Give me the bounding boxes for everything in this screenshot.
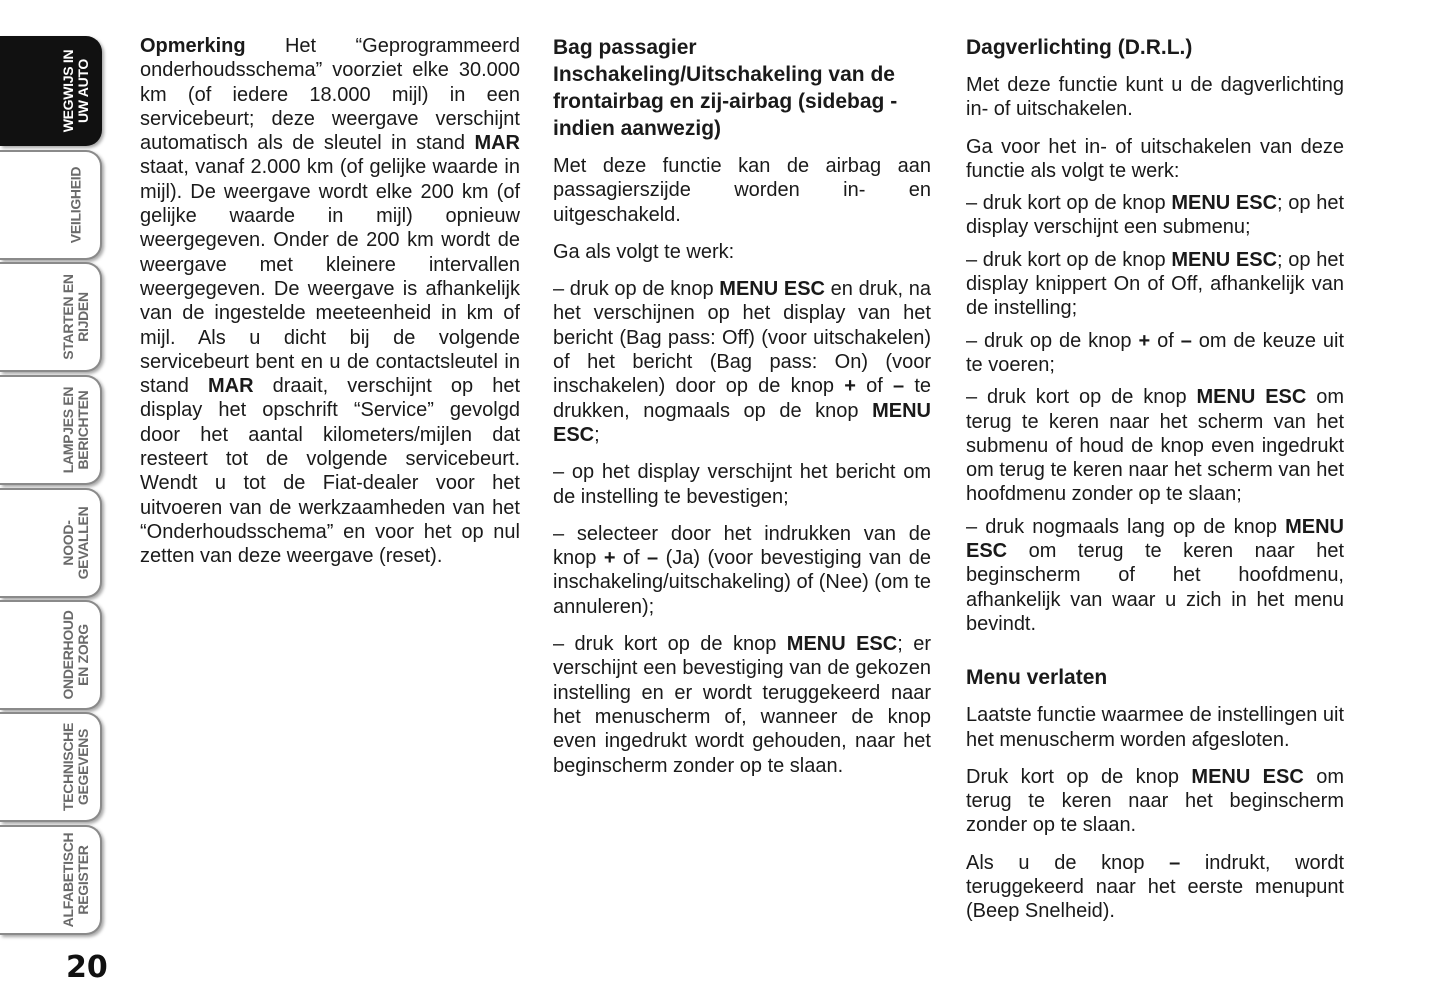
- tab-label: NOOD- GEVALLEN: [60, 506, 91, 580]
- step-paragraph: – op het display verschijnt het bericht om de instelling te bevestigen;: [553, 461, 931, 508]
- tab-label: LAMPJES EN BERICHTEN: [60, 386, 91, 474]
- step-paragraph: – druk kort op de knop MENU ESC; er verschijnt een bevestiging van de gekozen instelling en er wordt teruggekeerd naar het menuscherm of, wanneer de knop even ingedrukt wordt gehouden, naar het beginscherm zonder op te slaan.: [553, 633, 931, 777]
- paragraph: Laatste functie waarmee de instellingen uit het menuscherm worden afgesloten.: [966, 704, 1345, 751]
- step-paragraph: – druk op de knop + of – om de keuze uit te voeren;: [966, 329, 1344, 376]
- paragraph: Ga als volgt te werk:: [553, 240, 735, 263]
- paragraph: Druk kort op de knop MENU ESC om terug te keren naar het beginscherm zonder op te slaan.: [966, 765, 1344, 837]
- step-paragraph: – druk op de knop MENU ESC en druk, na het verschijnen op het display van het bericht (Bag pass: Off) (voor uitschakelen) of het bericht (Bag pass: On) (voor inschakelen) door op de knop + of – te drukken, nogmaals op de knop MENU ESC;: [553, 278, 931, 446]
- section-heading-dagverlichting: Dagverlichting (D.R.L.): [966, 36, 1193, 59]
- page-number: 20: [66, 950, 108, 985]
- tab-veiligheid[interactable]: [0, 150, 102, 260]
- tab-label: TECHNISCHE GEGEVENS: [60, 723, 91, 812]
- tab-starten-en-rijden[interactable]: [0, 262, 102, 372]
- step-paragraph: – selecteer door het indrukken van de knop + of – (Ja) (voor bevestiging van de inschakeling/uitschakeling) of (Nee) (om te annuleren);: [553, 522, 932, 618]
- step-paragraph: – druk kort op de knop MENU ESC om terug te keren naar het scherm van het submenu of houd de knop even ingedrukt om terug te keren naar het scherm van het hoofdmenu zonder op te slaan;: [966, 386, 1344, 506]
- paragraph: Als u de knop – indrukt, wordt teruggekeerd naar het eerste menupunt (Beep Snelheid).: [966, 851, 1344, 923]
- tab-label: VEILIGHEID: [67, 166, 84, 244]
- tab-label: WEGWIJS IN UW AUTO: [60, 49, 91, 133]
- tab-alfabetisch-register[interactable]: [0, 825, 102, 935]
- section-heading-bag-passagier: Bag passagier Inschakeling/Uitschakeling van de frontairbag en zij-airbag (sidebag - indien aanwezig): [553, 36, 898, 140]
- tab-label: ONDERHOUD EN ZORG: [60, 610, 91, 700]
- tab-label: ALFABETISCH REGISTER: [60, 832, 91, 928]
- paragraph: Met deze functie kan de airbag aan passagierszijde worden in- en uitgeschakeld.: [553, 155, 931, 226]
- step-paragraph: – druk kort op de knop MENU ESC; op het display knippert On of Off, afhankelijk van de instelling;: [966, 248, 1344, 320]
- note-label: Opmerking: [140, 35, 246, 57]
- column-middle: [553, 34, 931, 791]
- tab-onderhoud-en-zorg[interactable]: [0, 600, 102, 710]
- section-tabs: [0, 0, 110, 998]
- tab-technische-gegevens[interactable]: [0, 712, 102, 822]
- column-left: [140, 34, 520, 582]
- step-paragraph: – druk nogmaals lang op de knop MENU ESC om terug te keren naar het beginscherm of het hoofdmenu, afhankelijk van waar u zich in het menu bevindt.: [966, 515, 1344, 635]
- tab-lampjes-en-berichten[interactable]: [0, 375, 102, 485]
- tab-noodgevallen[interactable]: [0, 488, 102, 598]
- paragraph: Met deze functie kunt u de dagverlichting in- of uitschakelen.: [966, 74, 1344, 121]
- note-paragraph: Opmerking Het “Geprogrammeerd onderhoudsschema” voorziet elke 30.000 km (of iedere 18.000 mijl) in een servicebeurt; deze weergave verschijnt automatisch als de sleutel in stand MAR staat, vanaf 2.000 km (of gelijke waarde in mijl). De weergave wordt elke 200 km (of gelijke waarde in mijl) opnieuw weergegeven. Onder de 200 km wordt de weergave met kleinere intervallen weergegeven. De weergave is afhankelijk van de ingestelde meeteenheid in km of mijl. Als u dicht bij de volgende servicebeurt bent en u de contactsleutel in stand MAR draait, verschijnt op het display het opschrift “Service” gevolgd door het aantal kilometers/mijlen dat resteert tot de volgende servicebeurt. Wendt u tot de Fiat-dealer voor het uitvoeren van de werkzaamheden van het “Onderhoudsschema” en voor het op nul zetten van deze weergave (reset).: [140, 35, 520, 568]
- tab-wegwijs-in-uw-auto[interactable]: [0, 36, 102, 146]
- tab-label: STARTEN EN RIJDEN: [60, 274, 91, 360]
- column-right: [966, 34, 1344, 937]
- paragraph: Ga voor het in- of uitschakelen van deze functie als volgt te werk:: [966, 135, 1344, 182]
- section-heading-menu-verlaten: Menu verlaten: [966, 666, 1108, 690]
- step-paragraph: – druk kort op de knop MENU ESC; op het display verschijnt een submenu;: [966, 192, 1344, 239]
